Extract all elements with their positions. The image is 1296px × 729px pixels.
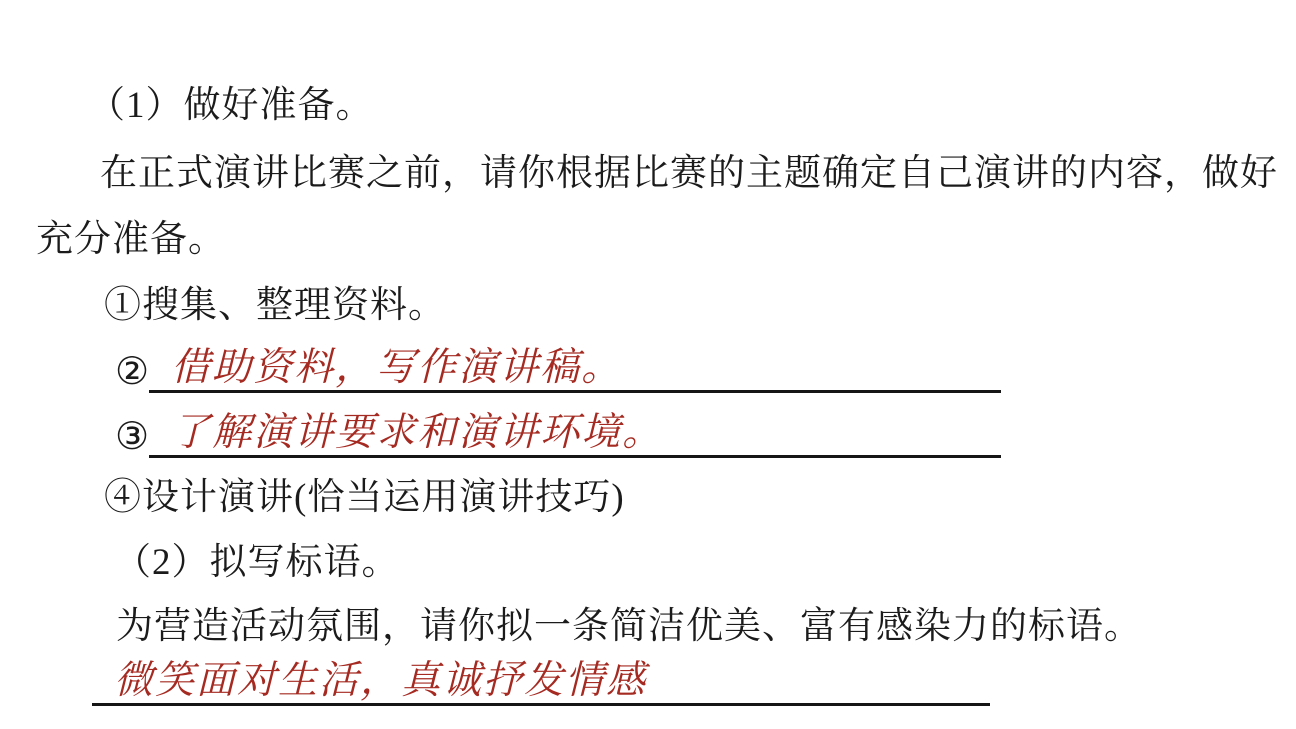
step-item-2 xyxy=(115,347,1001,393)
item3-handwritten-answer: 了解演讲要求和演讲环境。 xyxy=(171,410,664,455)
intro-paragraph-line2: 充分准备。 xyxy=(36,219,226,260)
slogan-answer-row xyxy=(92,660,990,706)
item2-handwritten-answer: 借助资料，写作演讲稿。 xyxy=(171,345,623,390)
slogan-handwritten-answer: 微笑面对生活，真诚抒发情感 xyxy=(114,658,648,703)
item3-answer-blank xyxy=(149,412,1001,458)
item2-answer-blank xyxy=(149,347,1001,393)
section1-heading: （1）做好准备。 xyxy=(88,85,374,126)
slogan-answer-blank xyxy=(92,660,990,706)
step-item-4: ④设计演讲(恰当运用演讲技巧) xyxy=(104,477,625,518)
step-item-1: ①搜集、整理资料。 xyxy=(104,285,446,326)
section2-prompt: 为营造活动氛围，请你拟一条简洁优美、富有感染力的标语。 xyxy=(116,606,1142,647)
intro-paragraph-line1: 在正式演讲比赛之前，请你根据比赛的主题确定自己演讲的内容，做好 xyxy=(100,153,1278,194)
item2-circled-number: ② xyxy=(115,351,150,394)
section2-heading: （2）拟写标语。 xyxy=(114,542,400,583)
item3-circled-number: ③ xyxy=(115,416,150,459)
step-item-3 xyxy=(115,412,1001,458)
